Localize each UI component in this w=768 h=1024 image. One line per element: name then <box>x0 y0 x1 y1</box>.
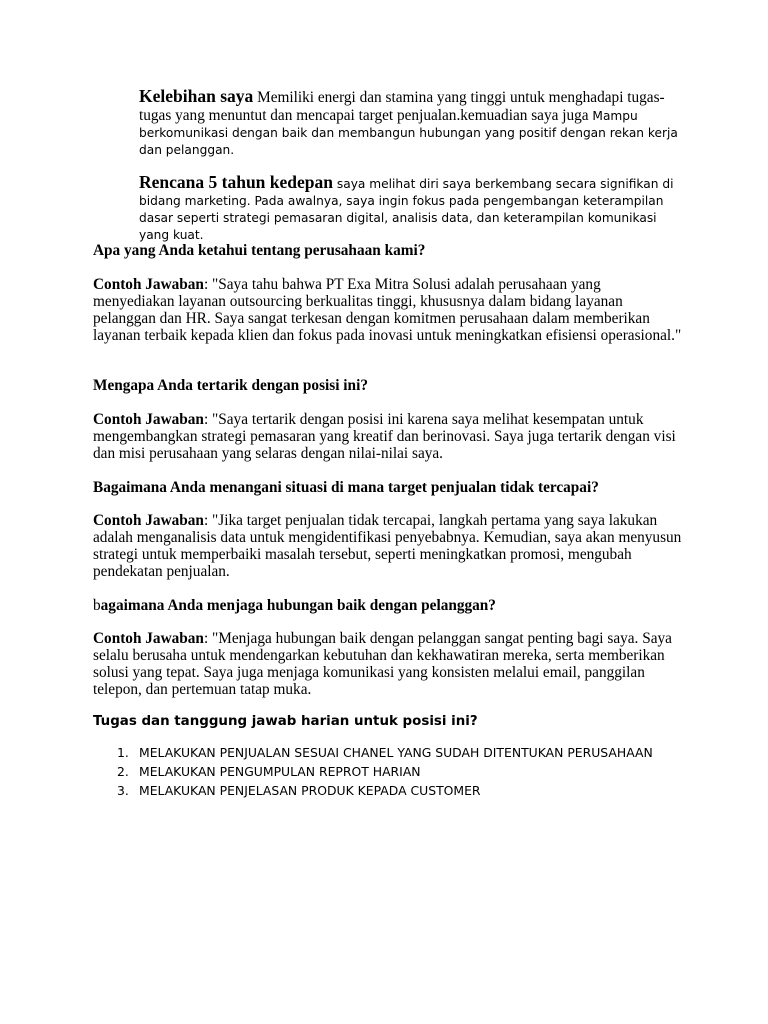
answer-3-text: : "Jika target penjualan tidak tercapai, langkah pertama yang saya lakukan adalah menganalisis data untuk mengidentifikasi penyebabnya. Kemudian, saya akan menyusun strategi untuk memperbaiki masalah tersebut, seperti meningkatkan promosi, mengubah pendekatan penjualan. <box>93 512 682 580</box>
kelebihan-sans-text: Mampu berkomunikasi dengan baik dan membangun hubungan yang positif dengan rekan kerja dan pelanggan. <box>139 109 678 157</box>
list-item-number: 3. <box>117 783 129 798</box>
rencana-lead: Rencana 5 tahun kedepan <box>139 172 334 192</box>
rencana-sans-text: saya melihat diri saya berkembang secara signifikan di bidang marketing. Pada awalnya, saya ingin fokus pada pengembangan keterampilan dasar seperti strategi pemasaran digital, analisis data, dan keterampilan komunikasi yang kuat. <box>139 177 674 242</box>
kelebihan-paragraph <box>139 88 679 159</box>
rencana-paragraph <box>139 174 679 244</box>
list-item <box>117 743 717 762</box>
list-item-text: MELAKUKAN PENJELASAN PRODUK KEPADA CUSTOMER <box>139 783 481 798</box>
answer-3 <box>93 512 683 580</box>
list-item <box>117 762 717 781</box>
question-4 <box>93 597 683 614</box>
question-4-prefix: b <box>93 597 101 614</box>
answer-1 <box>93 276 683 344</box>
question-2: Mengapa Anda tertarik dengan posisi ini? <box>93 377 368 394</box>
tasks-list <box>117 743 717 800</box>
answer-3-label: Contoh Jawaban <box>93 512 204 529</box>
kelebihan-serif-text: Memiliki energi dan stamina yang tinggi untuk menghadapi tugas-tugas yang menuntut dan mencapai target penjualan.kemuadian saya juga <box>139 89 665 124</box>
answer-4-label: Contoh Jawaban <box>93 630 204 647</box>
list-item-number: 2. <box>117 764 129 779</box>
list-item-text: MELAKUKAN PENJUALAN SESUAI CHANEL YANG SUDAH DITENTUKAN PERUSAHAAN <box>139 745 653 760</box>
answer-2 <box>93 411 683 462</box>
tasks-heading: Tugas dan tanggung jawab harian untuk posisi ini? <box>93 714 478 729</box>
answer-4 <box>93 630 683 698</box>
answer-2-label: Contoh Jawaban <box>93 411 204 428</box>
kelebihan-lead: Kelebihan saya <box>139 86 254 106</box>
list-item <box>117 781 717 800</box>
question-1: Apa yang Anda ketahui tentang perusahaan kami? <box>93 242 426 259</box>
question-4-text: agaimana Anda menjaga hubungan baik dengan pelanggan? <box>100 597 496 614</box>
answer-1-label: Contoh Jawaban <box>93 276 204 293</box>
answer-2-text: : "Saya tertarik dengan posisi ini karena saya melihat kesempatan untuk mengembangkan strategi pemasaran yang kreatif dan berinovasi. Saya juga tertarik dengan visi dan misi perusahaan yang selaras dengan nilai-nilai saya. <box>93 411 676 462</box>
answer-1-text: : "Saya tahu bahwa PT Exa Mitra Solusi adalah perusahaan yang menyediakan layanan outsourcing berkualitas tinggi, khususnya dalam bidang layanan pelanggan dan HR. Saya sangat terkesan dengan komitmen perusahaan dalam memberikan layanan terbaik kepada klien dan fokus pada inovasi untuk meningkatkan efisiensi operasional." <box>93 276 682 344</box>
question-3: Bagaimana Anda menangani situasi di mana target penjualan tidak tercapai? <box>93 479 599 496</box>
answer-4-text: : "Menjaga hubungan baik dengan pelanggan sangat penting bagi saya. Saya selalu berusaha untuk mendengarkan kebutuhan dan kekhawatiran mereka, serta memberikan solusi yang tepat. Saya juga menjaga komunikasi yang konsisten melalui email, panggilan telepon, dan pertemuan tatap muka. <box>93 630 672 698</box>
list-item-number: 1. <box>117 745 129 760</box>
list-item-text: MELAKUKAN PENGUMPULAN REPROT HARIAN <box>139 764 421 779</box>
